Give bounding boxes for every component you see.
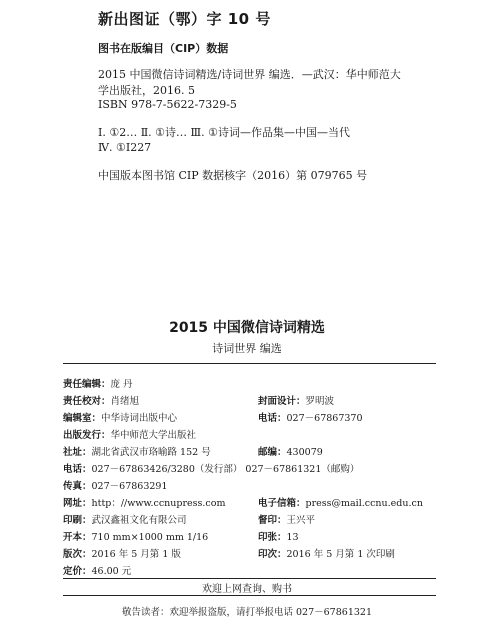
credit-publisher: 出版发行：华中师范大学出版社 (63, 430, 197, 441)
credit-phone-1: 电话：027－67867370 (258, 413, 363, 424)
credit-phone-2: 电话：027－67863426/3280（发行部） 027－67861321（邮购） (63, 464, 360, 475)
credit-editorial-room: 编辑室：中华诗词出版中心 (63, 413, 178, 424)
cip-class-1: Ⅰ. ①2… Ⅱ. ①诗… Ⅲ. ①诗词—作品集—中国—当代 (98, 126, 350, 139)
cip-verify: 中国版本图书馆 CIP 数据核字（2016）第 079765 号 (98, 169, 368, 182)
credit-edition: 版次：2016 年 5 月第 1 版 (63, 549, 181, 560)
credit-price: 定价：46.00 元 (63, 566, 132, 577)
credit-editor: 责任编辑：庞 丹 (63, 379, 133, 390)
credit-proofreader: 责任校对：肖绪旭 (63, 396, 140, 407)
credit-postcode: 邮编：430079 (258, 447, 323, 458)
cip-class-2: Ⅳ. ①I227 (98, 141, 152, 154)
footer-notice: 敬告读者：欢迎举报盗版，请打举报电话 027－67861321 (121, 607, 372, 618)
credit-cover-design: 封面设计：罗明波 (258, 396, 335, 407)
registration-number: 新出图证（鄂）字 10 号 (98, 10, 271, 28)
cip-line-1: 2015 中国微信诗词精选/诗词世界 编选．—武汉：华中师范大 (98, 68, 401, 81)
credit-print-supervisor: 督印：王兴平 (258, 515, 316, 526)
cip-heading: 图书在版编目（CIP）数据 (98, 42, 229, 55)
footer-slogan: 欢迎上网查询、购书 (202, 584, 292, 595)
credit-format: 开本：710 mm×1000 mm 1/16 (63, 532, 209, 543)
credit-print-sheets: 印张：13 (258, 532, 299, 543)
credit-website: 网址：http：//www.ccnupress.com (63, 498, 226, 509)
cip-line-2: 学出版社，2016. 5 (98, 84, 195, 97)
cip-isbn: ISBN 978-7-5622-7329-5 (98, 98, 237, 111)
credit-fax: 传真：027－67863291 (63, 481, 168, 492)
credit-address: 社址：湖北省武汉市珞喻路 152 号 (63, 447, 211, 458)
divider-bottom (63, 595, 436, 596)
book-title: 2015 中国微信诗词精选 (169, 320, 325, 336)
credit-printer: 印刷：武汉鑫祖文化有限公司 (63, 515, 187, 526)
credit-email: 电子信箱：press@mail.ccnu.edu.cn (258, 498, 423, 509)
divider-middle (63, 578, 436, 579)
divider-top (63, 363, 436, 364)
credit-impression: 印次：2016 年 5 月第 1 次印刷 (258, 549, 395, 560)
book-author: 诗词世界 编选 (212, 342, 282, 355)
